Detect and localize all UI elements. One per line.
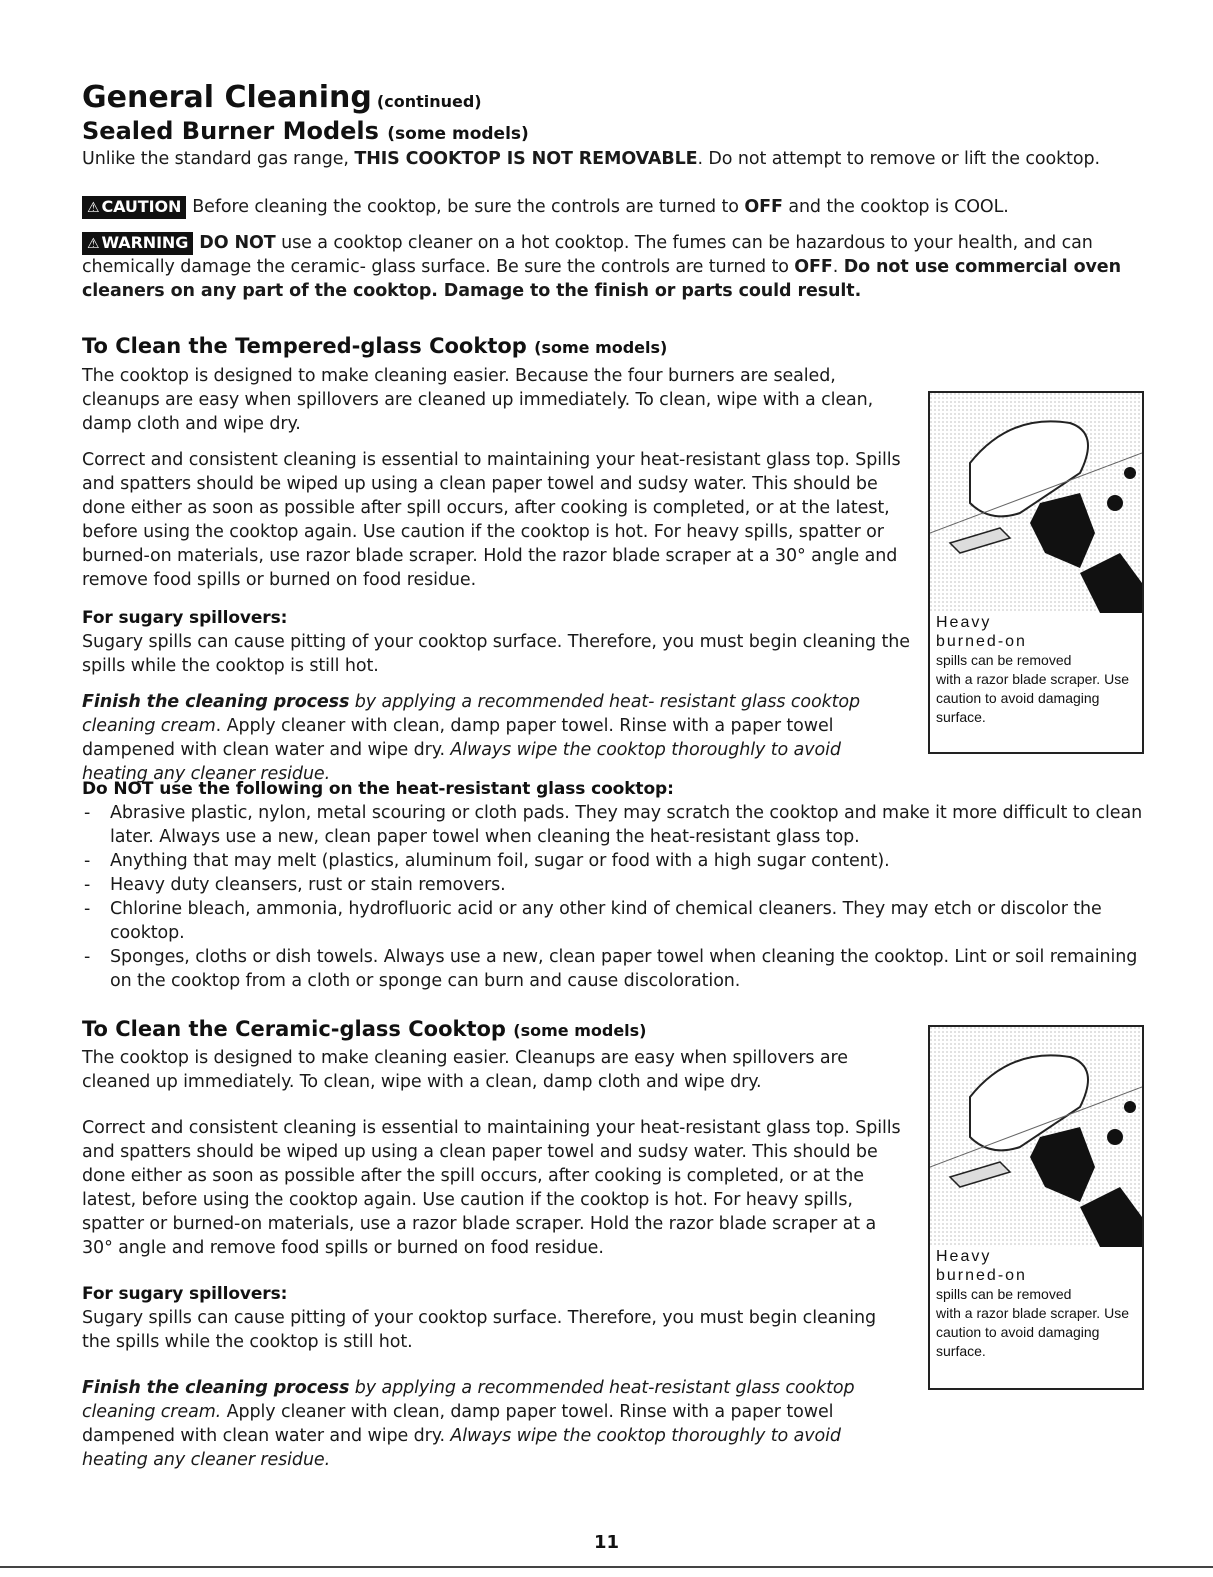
tempered-finish-italic: by applying a recommended heat- resistant glass cooktop cleaning cream [82,692,860,736]
page-title [82,80,1142,115]
scraper-figure-2 [928,1025,1144,1390]
caption-removed: spills can be removed [936,1286,1072,1302]
warning-do-not: DO NOT [199,233,276,253]
page-number: 11 [593,1532,620,1553]
tempered-sugary-heading: For sugary spillovers: [82,608,288,628]
figure-caption-2 [930,1247,1142,1361]
warning-off: OFF [794,257,833,277]
ceramic-finish-italic2: Always wipe the cooktop thoroughly to avoid heating any cleaner residue. [82,1426,841,1470]
scraper-figure-1 [928,391,1144,754]
caption-burned-on: burned-on [936,633,1027,650]
caution-badge [82,196,186,219]
tempered-finish-bold: Finish the cleaning process [82,692,350,712]
caption-removed: spills can be removed [936,652,1072,668]
donot-heading: Do NOT use the following on the heat-resistant glass cooktop: [82,779,674,799]
page-subtitle-text: Sealed Burner Models [82,117,379,145]
donot-section [82,777,1152,993]
donot-item: - Sponges, cloths or dish towels. Always use a new, clean paper towel when cleaning the cooktop. Lint or soil remaining on the cooktop from a cloth or sponge can burn and cause discoloration. [82,945,1152,993]
ceramic-heading-suffix: (some models) [513,1021,647,1040]
ceramic-body [82,1046,902,1472]
donot-item: - Chlorine bleach, ammonia, hydrofluoric acid or any other kind of chemical cleaners. They may etch or discolor the cooktop. [82,897,1152,945]
warning-notice [82,231,1142,303]
page-header [82,80,1142,171]
caution-notice [82,195,1142,219]
tempered-body [82,364,912,786]
figure-caption-1 [930,613,1142,727]
ceramic-heading-text: To Clean the Ceramic-glass Cooktop [82,1017,506,1041]
donot-list [82,801,1152,993]
ceramic-finish-plain: Apply cleaner with clean, damp paper towel. Rinse with a paper towel dampened with clean water and wipe dry. [82,1402,834,1446]
warning-text-bold-tail: Do not use commercial oven cleaners on any part of the cooktop. Damage to the finish or parts could result. [82,257,1121,301]
caption-scraper: with a razor blade scraper. Use caution to avoid damaging surface. [936,671,1129,725]
intro-bold: THIS COOKTOP IS NOT REMOVABLE [354,149,698,169]
ceramic-finish-italic: by applying a recommended heat-resistant glass cooktop cleaning cream. [82,1378,855,1422]
ceramic-finish-paragraph [82,1376,902,1472]
caption-heavy: Heavy [936,1248,992,1265]
caption-burned-on: burned-on [936,1267,1027,1284]
intro-paragraph [82,147,1142,171]
tempered-para2: Correct and consistent cleaning is essential to maintaining your heat-resistant glass top. Spills and spatters should be wiped up using a clean paper towel and sudsy water. This should be done either as soon as possible after spill occurs, after cooking is completed, or at the latest, before using the cooktop again. Use caution if the cooktop is hot. For heavy spills, spatter or burned-on materials, use razor blade scraper. Hold the razor blade scraper at a 30° angle and remove food spills or burned on food residue. [82,450,901,590]
caution-badge-label: CAUTION [101,197,182,216]
warning-text-sep: . [832,257,844,277]
ceramic-finish-bold: Finish the cleaning process [82,1378,350,1398]
donot-item: - Anything that may melt (plastics, aluminum foil, sugar or food with a high sugar content). [82,849,1152,873]
tempered-para1: The cooktop is designed to make cleaning easier. Because the four burners are sealed, cleanups are easy when spillovers are cleaned up immediately. To clean, wipe with a clean, damp cloth and wipe dry. [82,366,874,434]
caution-text-end: and the cooktop is COOL. [782,197,1009,217]
page-title-text: General Cleaning [82,80,372,115]
page-subtitle [82,117,1142,145]
ceramic-sugary-text: Sugary spills can cause pitting of your cooktop surface. Therefore, you must begin cleaning the spills while the cooktop is still hot. [82,1308,877,1352]
page-title-suffix: (continued) [376,92,482,111]
caption-scraper: with a razor blade scraper. Use caution to avoid damaging surface. [936,1305,1129,1359]
donot-item: - Abrasive plastic, nylon, metal scouring or cloth pads. They may scratch the cooktop and make it more difficult to clean later. Always use a new, clean paper towel when cleaning the heat-resistant glass top. [82,801,1152,849]
cooktop-scraper-illustration [930,393,1142,613]
cooktop-scraper-illustration [930,1027,1142,1247]
tempered-finish-plain: . Apply cleaner with clean, damp paper towel. Rinse with a paper towel dampened with clean water and wipe dry. [82,716,834,760]
caution-off: OFF [744,197,783,217]
warning-triangle-icon: ⚠ [87,200,100,216]
warning-text: use a cooktop cleaner on a hot cooktop. The fumes can be hazardous to your health, and can chemically damage the ceramic- glass surface. Be sure the controls are turned to [82,233,1093,277]
intro-text-end: . Do not attempt to remove or lift the cooktop. [697,149,1100,169]
donot-item: - Heavy duty cleansers, rust or stain removers. [82,873,1152,897]
ceramic-heading [82,1017,922,1041]
ceramic-para1: The cooktop is designed to make cleaning easier. Cleanups are easy when spillovers are cleaned up immediately. To clean, wipe with a clean, damp cloth and wipe dry. [82,1048,848,1092]
warning-badge [82,232,193,255]
bottom-rule [0,1566,1213,1568]
ceramic-para2: Correct and consistent cleaning is essential to maintaining your heat-resistant glass top. Spills and spatters should be wiped up using a clean paper towel and sudsy water. This should be done either as soon as possible after the spill occurs, after cooking is completed, or at the latest, before using the cooktop again. Use caution if the cooktop is hot. For heavy spills, spatter or burned-on materials, use a razor blade scraper. Hold the razor blade scraper at a 30° angle and remove food spills or burned on food residue. [82,1118,901,1258]
tempered-heading [82,334,922,358]
tempered-finish-italic2: Always wipe the cooktop thoroughly to avoid heating any cleaner residue. [82,740,841,784]
tempered-heading-suffix: (some models) [534,338,668,357]
caption-heavy: Heavy [936,614,992,631]
page-subtitle-suffix: (some models) [387,124,529,144]
tempered-heading-text: To Clean the Tempered-glass Cooktop [82,334,527,358]
ceramic-sugary-heading: For sugary spillovers: [82,1284,288,1304]
tempered-finish-paragraph [82,690,912,786]
warning-badge-label: WARNING [101,233,189,252]
caution-text: Before cleaning the cooktop, be sure the controls are turned to [192,197,745,217]
warning-triangle-icon: ⚠ [87,236,100,252]
intro-text: Unlike the standard gas range, [82,149,355,169]
tempered-sugary-text: Sugary spills can cause pitting of your cooktop surface. Therefore, you must begin cleaning the spills while the cooktop is still hot. [82,632,910,676]
